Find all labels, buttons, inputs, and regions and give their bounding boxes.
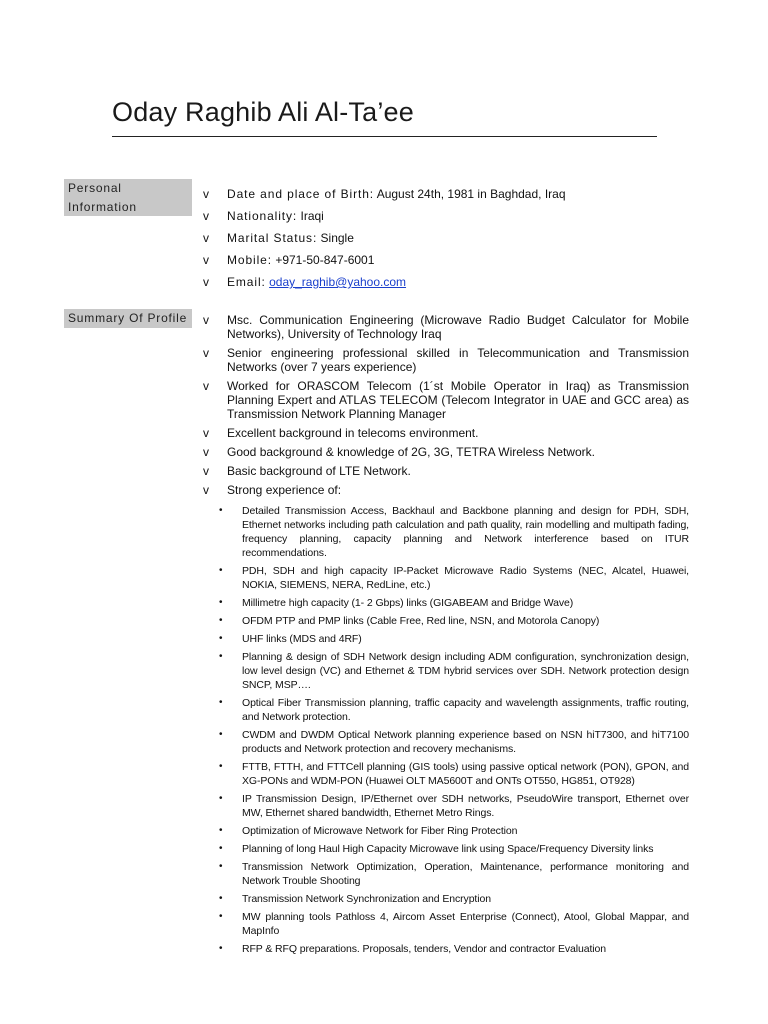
v-bullet-icon: v xyxy=(203,275,209,289)
bullet-icon: • xyxy=(219,633,223,644)
v-bullet-icon: v xyxy=(203,445,209,459)
personal-label-line2: Information xyxy=(68,200,137,214)
nationality-key: Nationality: xyxy=(227,209,298,223)
v-bullet-icon: v xyxy=(203,483,209,497)
list-item: • MW planning tools Pathloss 4, Aircom Asset Enterprise (Connect), Atool, Global Mappar, and MapInfo xyxy=(219,911,689,937)
mobile-value: +971-50-847-6001 xyxy=(271,253,375,267)
v-bullet-icon: v xyxy=(203,313,209,327)
nationality-value: Iraqi xyxy=(297,209,324,223)
summary-item: v Strong experience of: xyxy=(203,483,342,497)
marital-value: Single xyxy=(317,231,354,245)
summary-item: v Good background & knowledge of 2G, 3G, TETRA Wireless Network. xyxy=(203,445,595,459)
v-bullet-icon: v xyxy=(203,464,209,478)
list-item: • RFP & RFQ preparations. Proposals, tenders, Vendor and contractor Evaluation xyxy=(219,943,606,955)
bullet-icon: • xyxy=(219,597,223,608)
bullet-icon: • xyxy=(219,505,223,516)
birth-key: Date and place of Birth: xyxy=(227,187,375,201)
list-item: • Optimization of Microwave Network for Fiber Ring Protection xyxy=(219,825,518,837)
bullet-icon: • xyxy=(219,793,223,804)
bullet-icon: • xyxy=(219,565,223,576)
bullet-icon: • xyxy=(219,943,223,954)
bullet-icon: • xyxy=(219,615,223,626)
birth-value: August 24th, 1981 in Baghdad, Iraq xyxy=(374,187,566,201)
summary-item: v Excellent background in telecoms environment. xyxy=(203,426,479,440)
bullet-icon: • xyxy=(219,843,223,854)
bullet-icon: • xyxy=(219,651,223,662)
experience-list xyxy=(219,504,689,960)
v-bullet-icon: v xyxy=(203,231,209,245)
list-item-email xyxy=(203,275,689,289)
v-bullet-icon: v xyxy=(203,426,209,440)
bullet-icon: • xyxy=(219,893,223,904)
personal-information-list xyxy=(203,187,689,297)
bullet-icon: • xyxy=(219,761,223,772)
email-key: Email: xyxy=(227,275,266,289)
bullet-icon: • xyxy=(219,729,223,740)
list-item-birth xyxy=(203,187,689,201)
summary-item: v Senior engineering professional skilled in Telecommunication and Transmission Networks (over 7 years experience) xyxy=(203,346,689,374)
summary-item: v Worked for ORASCOM Telecom (1´st Mobile Operator in Iraq) as Transmission Planning Expert and ATLAS TELECOM (Telecom Integrator in UAE and GCC area) as Transmission Network Planning Manager xyxy=(203,379,689,421)
list-item: • Transmission Network Optimization, Operation, Maintenance, performance monitoring and Network Trouble Shooting xyxy=(219,861,689,887)
candidate-name: Oday Raghib Ali Al-Ta’ee xyxy=(112,97,414,127)
list-item: • Millimetre high capacity (1- 2 Gbps) links (GIGABEAM and Bridge Wave) xyxy=(219,597,574,609)
list-item: • OFDM PTP and PMP links (Cable Free, Red line, NSN, and Motorola Canopy) xyxy=(219,615,600,627)
list-item: • FTTB, FTTH, and FTTCell planning (GIS tools) using passive optical network (PON), GPON, and XG-PONs and WDM-PON (Huawei OLT MA5600T and ONTs OT550, HG851, OT928) xyxy=(219,761,689,787)
v-bullet-icon: v xyxy=(203,346,209,360)
marital-key: Marital Status: xyxy=(227,231,318,245)
bullet-icon: • xyxy=(219,861,223,872)
v-bullet-icon: v xyxy=(203,209,209,223)
mobile-key: Mobile: xyxy=(227,253,272,267)
v-bullet-icon: v xyxy=(203,187,209,201)
list-item: • PDH, SDH and high capacity IP-Packet Microwave Radio Systems (NEC, Alcatel, Huawei, NOKIA, SIEMENS, NERA, RedLine, etc.) xyxy=(219,565,689,591)
bullet-icon: • xyxy=(219,697,223,708)
personal-label-line1: Personal xyxy=(68,181,122,195)
list-item-nationality xyxy=(203,209,689,223)
email-link[interactable]: oday_raghib@yahoo.com xyxy=(269,275,407,289)
summary-item: v Msc. Communication Engineering (Microwave Radio Budget Calculator for Mobile Networks), University of Technology Iraq xyxy=(203,313,689,341)
v-bullet-icon: v xyxy=(203,379,209,393)
bullet-icon: • xyxy=(219,911,223,922)
v-bullet-icon: v xyxy=(203,253,209,267)
summary-list xyxy=(203,313,689,502)
summary-of-profile-label: Summary Of Profile xyxy=(64,309,192,328)
list-item: • Transmission Network Synchronization and Encryption xyxy=(219,893,491,905)
bullet-icon: • xyxy=(219,825,223,836)
list-item: • Planning of long Haul High Capacity Microwave link using Space/Frequency Diversity links xyxy=(219,843,654,855)
list-item-mobile xyxy=(203,253,689,267)
header-divider xyxy=(112,136,657,137)
list-item: • Planning & design of SDH Network design including ADM configuration, synchronization design, low level design (VC) and Ethernet & TDM hybrid services over SDH. Network protection design SNCP, MSP…. xyxy=(219,651,689,691)
list-item: • IP Transmission Design, IP/Ethernet over SDH networks, PseudoWire transport, Ethernet over MW, Ethernet shared bandwidth, Ethernet Metro Rings. xyxy=(219,793,689,819)
list-item: • CWDM and DWDM Optical Network planning experience based on NSN hiT7300, and hiT7100 products and Network protection and recovery mechanisms. xyxy=(219,729,689,755)
list-item: • UHF links (MDS and 4RF) xyxy=(219,633,362,645)
list-item-marital-status xyxy=(203,231,689,245)
list-item: • Optical Fiber Transmission planning, traffic capacity and wavelength assignments, traffic routing, and Network protection. xyxy=(219,697,689,723)
summary-item: v Basic background of LTE Network. xyxy=(203,464,411,478)
list-item: • Detailed Transmission Access, Backhaul and Backbone planning and design for PDH, SDH, Ethernet networks including path calculation and path quality, rain modelling and multipath fading, frequency planning, capacity planning and Network interference based on ITUR recommendations. xyxy=(219,505,689,559)
personal-information-label xyxy=(64,179,192,216)
